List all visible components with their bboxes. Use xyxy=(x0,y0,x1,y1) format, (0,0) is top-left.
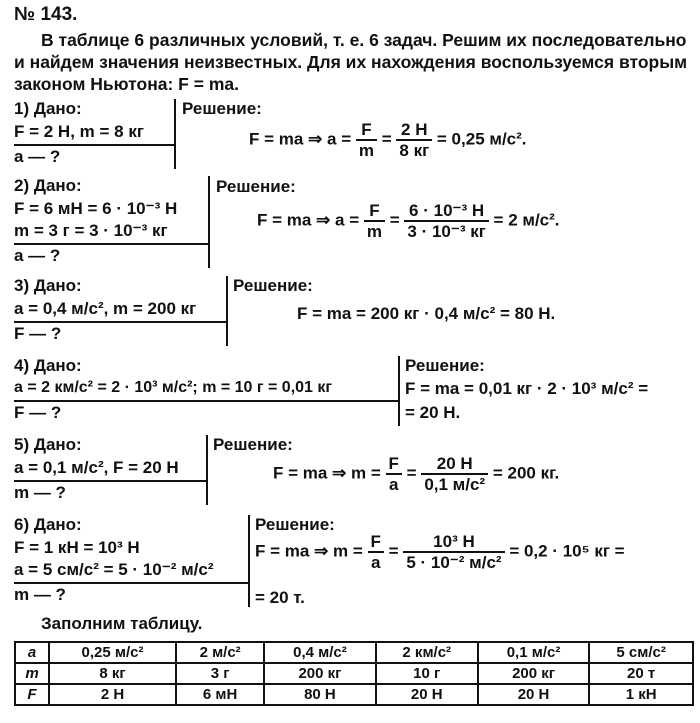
table-cell: 1 кН xyxy=(589,684,693,705)
table-cell: 0,25 м/с² xyxy=(49,642,176,663)
table-cell: 5 см/с² xyxy=(589,642,693,663)
given-separator xyxy=(208,176,210,268)
table-cell: 2 км/с² xyxy=(376,642,478,663)
table-cell: 20 т xyxy=(589,663,693,684)
numerator: F xyxy=(356,120,377,141)
formula-lhs: F = ma ⇒ a = xyxy=(257,210,360,230)
formula-result: = 0,2 · 10⁵ кг = xyxy=(509,541,625,561)
find-line: m — ? xyxy=(14,585,66,604)
solution-formula xyxy=(255,532,625,572)
numerator: 10³ Н xyxy=(403,532,504,553)
solution-label: Решение: xyxy=(255,515,335,534)
find-line: F — ? xyxy=(14,324,62,343)
denominator: a xyxy=(388,475,399,494)
denominator: m xyxy=(358,141,374,160)
numerator: F xyxy=(364,201,385,222)
fraction xyxy=(403,532,504,572)
fraction xyxy=(421,454,488,494)
formula-result: = 2 м/с². xyxy=(493,210,560,230)
given-divider xyxy=(14,582,250,584)
solution-label: Решение: xyxy=(213,435,293,454)
equals-sign: = xyxy=(388,541,399,561)
equals-sign: = xyxy=(406,463,417,483)
numerator: 20 Н xyxy=(421,454,488,475)
solution-formula xyxy=(257,201,560,241)
given-divider xyxy=(14,480,208,482)
fraction xyxy=(386,454,402,494)
table-row-m xyxy=(15,663,693,684)
formula-result: = 0,25 м/с². xyxy=(436,129,527,149)
problem-number: № 143. xyxy=(14,4,78,25)
table-cell: 6 мН xyxy=(176,684,264,705)
given-separator xyxy=(226,276,228,346)
table-row-a xyxy=(15,642,693,663)
given-line: F = 2 Н, m = 8 кг xyxy=(14,122,144,141)
given-divider xyxy=(14,144,176,146)
given-line: F = 6 мН = 6 · 10⁻³ Н xyxy=(14,199,178,218)
table-cell: 0,4 м/с² xyxy=(264,642,375,663)
numerator: 2 Н xyxy=(396,120,432,141)
numerator: 6 · 10⁻³ Н xyxy=(404,201,488,222)
table-cell: 2 Н xyxy=(49,684,176,705)
intro-line-2: и найдем значения неизвестных. Для их нахождения воспользуемся вторым xyxy=(14,52,688,72)
given-title: 5) Дано: xyxy=(14,435,82,454)
numerator: F xyxy=(368,532,384,553)
find-line: a — ? xyxy=(14,246,61,265)
given-title: 6) Дано: xyxy=(14,515,82,534)
denominator: m xyxy=(366,222,382,241)
solution-formula: F = ma = 200 кг · 0,4 м/с² = 80 Н. xyxy=(297,304,556,323)
given-line: a = 0,1 м/с², F = 20 Н xyxy=(14,458,179,477)
fraction xyxy=(396,120,432,160)
table-cell: 10 г xyxy=(376,663,478,684)
row-header: m xyxy=(15,663,49,684)
find-line: F — ? xyxy=(14,403,62,422)
table-cell: 20 Н xyxy=(376,684,478,705)
given-separator xyxy=(206,435,208,505)
solution-label: Решение: xyxy=(405,356,485,375)
given-line: m = 3 г = 3 · 10⁻³ кг xyxy=(14,221,168,240)
table-cell: 200 кг xyxy=(478,663,589,684)
find-line: m — ? xyxy=(14,483,66,502)
row-header: F xyxy=(15,684,49,705)
solution-formula xyxy=(249,120,527,160)
formula-lhs: F = ma ⇒ m = xyxy=(273,463,381,483)
intro-line-1: В таблице 6 различных условий, т. е. 6 задач. Решим их последовательно xyxy=(41,30,687,50)
table-cell: 20 Н xyxy=(478,684,589,705)
given-divider xyxy=(14,243,210,245)
solution-label: Решение: xyxy=(216,177,296,196)
intro-line-3: законом Ньютона: F = ma. xyxy=(14,74,239,94)
denominator: a xyxy=(370,553,381,572)
fraction xyxy=(364,201,385,241)
given-divider xyxy=(14,400,400,402)
solution-continuation: = 20 т. xyxy=(255,588,305,607)
fraction xyxy=(368,532,384,572)
table-cell: 80 Н xyxy=(264,684,375,705)
fraction xyxy=(404,201,488,241)
results-table xyxy=(14,641,694,706)
formula-result: = 200 кг. xyxy=(492,463,560,483)
solution-label: Решение: xyxy=(233,276,313,295)
table-cell: 2 м/с² xyxy=(176,642,264,663)
given-title: 1) Дано: xyxy=(14,99,82,118)
solution-continuation: = 20 Н. xyxy=(405,403,461,422)
table-cell: 8 кг xyxy=(49,663,176,684)
given-separator xyxy=(398,356,400,426)
given-separator xyxy=(248,515,250,607)
table-cell: 200 кг xyxy=(264,663,375,684)
solution-formula: F = ma = 0,01 кг · 2 · 10³ м/с² = xyxy=(405,379,649,398)
given-title: 2) Дано: xyxy=(14,176,82,195)
denominator: 3 · 10⁻³ кг xyxy=(407,222,486,241)
given-title: 3) Дано: xyxy=(14,276,82,295)
denominator: 5 · 10⁻² м/с² xyxy=(406,553,502,572)
given-divider xyxy=(14,321,228,323)
equals-sign: = xyxy=(389,210,400,230)
numerator: F xyxy=(386,454,402,475)
denominator: 8 кг xyxy=(399,141,430,160)
table-cell: 0,1 м/с² xyxy=(478,642,589,663)
solution-formula xyxy=(273,454,559,494)
given-line: a = 2 км/с² = 2 · 10³ м/с²; m = 10 г = 0,01 кг xyxy=(14,379,333,396)
solution-label: Решение: xyxy=(182,99,262,118)
table-caption: Заполним таблицу. xyxy=(41,614,203,633)
find-line: a — ? xyxy=(14,147,61,166)
table-row-f xyxy=(15,684,693,705)
fraction xyxy=(356,120,377,160)
given-line: a = 5 см/с² = 5 · 10⁻² м/с² xyxy=(14,560,214,579)
given-title: 4) Дано: xyxy=(14,356,82,375)
equals-sign: = xyxy=(381,129,392,149)
table-cell: 3 г xyxy=(176,663,264,684)
given-separator xyxy=(174,99,176,169)
denominator: 0,1 м/с² xyxy=(424,475,486,494)
formula-lhs: F = ma ⇒ a = xyxy=(249,129,352,149)
row-header: a xyxy=(15,642,49,663)
formula-lhs: F = ma ⇒ m = xyxy=(255,541,363,561)
given-line: F = 1 кН = 10³ Н xyxy=(14,538,140,557)
given-line: a = 0,4 м/с², m = 200 кг xyxy=(14,299,197,318)
